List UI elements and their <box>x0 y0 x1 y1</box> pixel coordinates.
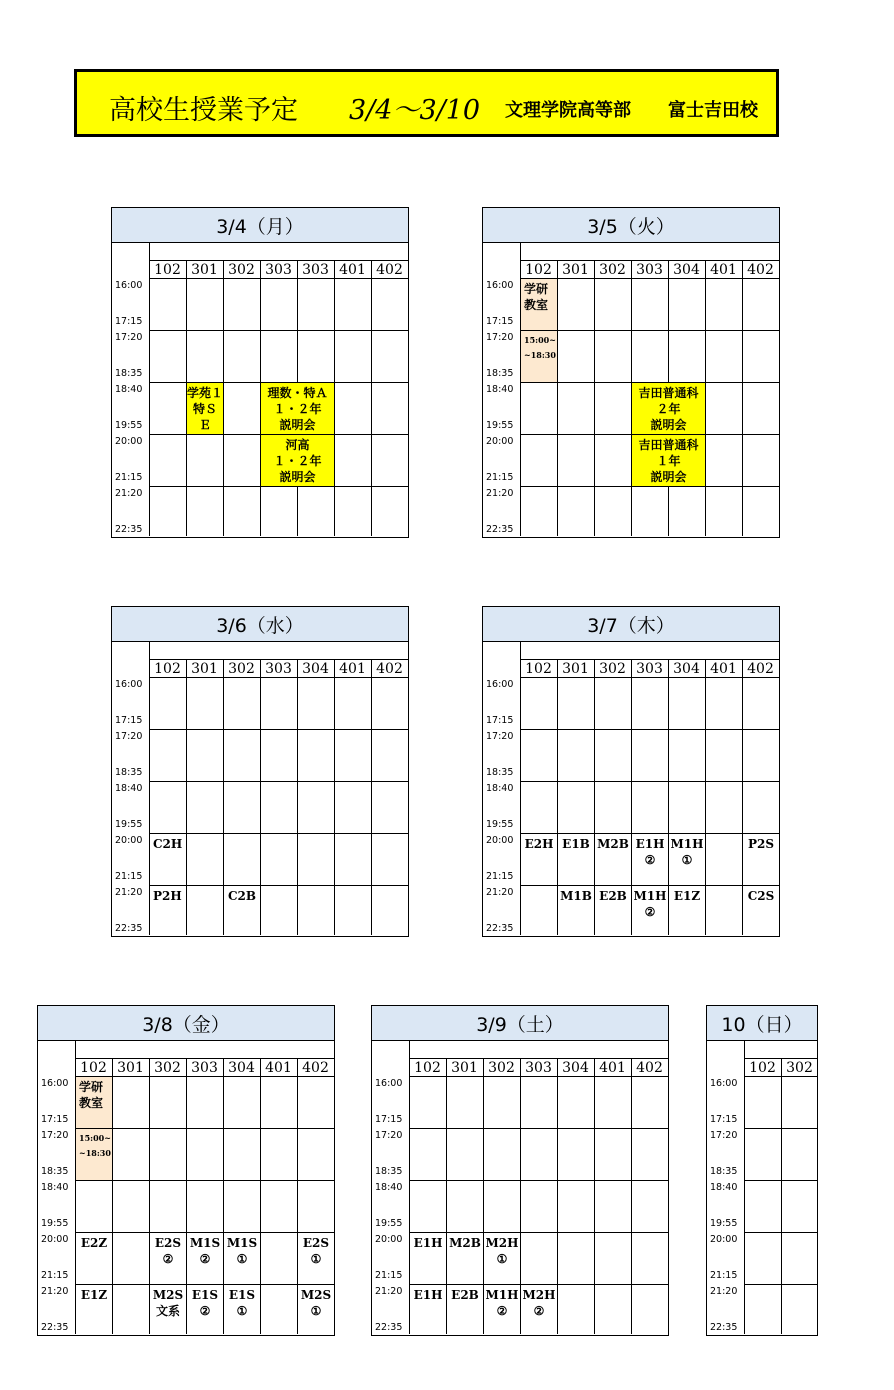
class-entry: M1H ② <box>633 889 667 919</box>
time-label: 20:00 <box>115 436 143 447</box>
column-divider <box>557 260 558 536</box>
time-label: 19:55 <box>41 1218 69 1229</box>
column-divider <box>705 659 706 935</box>
time-label: 21:20 <box>41 1286 69 1297</box>
time-label: 22:35 <box>375 1322 403 1333</box>
time-label: 17:20 <box>486 731 514 742</box>
time-label: 21:15 <box>486 871 514 882</box>
time-label: 18:40 <box>115 384 143 395</box>
room-label: 401 <box>339 262 366 278</box>
room-label: 301 <box>191 262 218 278</box>
room-label: 302 <box>599 661 626 677</box>
row-divider <box>520 486 779 487</box>
time-label: 22:35 <box>41 1322 69 1333</box>
column-divider <box>260 1058 261 1334</box>
class-entry: E2H <box>524 837 554 851</box>
date-range: 3/4〜3/10 <box>349 95 481 126</box>
row-divider <box>149 781 408 782</box>
time-label: 22:35 <box>710 1322 738 1333</box>
time-label: 21:15 <box>486 472 514 483</box>
day-schedule <box>111 207 409 538</box>
room-label: 301 <box>451 1060 478 1076</box>
column-divider <box>781 1058 782 1334</box>
room-label: 301 <box>117 1060 144 1076</box>
time-label: 18:40 <box>41 1182 69 1193</box>
time-label: 18:35 <box>486 767 514 778</box>
row-divider <box>520 729 779 730</box>
class-entry: 学苑１ 特Ｓ Ｅ <box>187 383 223 434</box>
time-label: 18:35 <box>115 368 143 379</box>
column-divider <box>112 1058 113 1334</box>
header-divider <box>520 659 779 660</box>
time-label: 17:20 <box>115 731 143 742</box>
time-label: 20:00 <box>375 1234 403 1245</box>
row-divider <box>409 1076 668 1077</box>
room-label: 302 <box>488 1060 515 1076</box>
room-label: 102 <box>154 661 181 677</box>
day-grid <box>111 642 409 937</box>
row-divider <box>409 1128 668 1129</box>
room-label: 402 <box>636 1060 663 1076</box>
day-grid <box>371 1041 669 1336</box>
time-label: 18:40 <box>486 384 514 395</box>
time-label: 16:00 <box>486 679 514 690</box>
row-divider <box>520 781 779 782</box>
time-label: 18:35 <box>115 767 143 778</box>
time-label: 20:00 <box>41 1234 69 1245</box>
column-divider <box>297 659 298 935</box>
time-label: 18:35 <box>41 1166 69 1177</box>
time-label: 18:40 <box>486 783 514 794</box>
class-entry: E2Z <box>80 1236 108 1250</box>
title-banner <box>74 69 779 137</box>
day-header: 3/8（金） <box>37 1005 335 1041</box>
room-label: 303 <box>191 1060 218 1076</box>
day-schedule <box>371 1005 669 1336</box>
room-label: 102 <box>80 1060 107 1076</box>
time-label: 17:15 <box>375 1114 403 1125</box>
page-title: 高校生授業予定 <box>109 95 298 126</box>
class-entry: E2S ① <box>302 1236 330 1266</box>
class-entry: E1Z <box>673 889 701 903</box>
grid-left-border <box>149 243 150 536</box>
room-label: 102 <box>749 1060 776 1076</box>
row-divider <box>520 330 779 331</box>
class-entry: 15:00~ ~18:30 <box>76 1129 112 1180</box>
row-divider <box>744 1076 817 1077</box>
class-entry: E1S ② <box>191 1288 219 1318</box>
time-label: 17:20 <box>41 1130 69 1141</box>
time-label: 17:20 <box>115 332 143 343</box>
row-divider <box>75 1076 334 1077</box>
row-divider <box>520 278 779 279</box>
time-label: 19:55 <box>486 420 514 431</box>
room-label: 303 <box>265 262 292 278</box>
row-divider <box>744 1180 817 1181</box>
day-schedule <box>37 1005 335 1336</box>
room-label: 302 <box>154 1060 181 1076</box>
room-label: 304 <box>562 1060 589 1076</box>
time-label: 18:35 <box>375 1166 403 1177</box>
room-label: 401 <box>265 1060 292 1076</box>
day-grid <box>37 1041 335 1336</box>
row-divider <box>744 1284 817 1285</box>
class-entry: M2S 文系 <box>152 1288 184 1318</box>
room-label: 303 <box>636 262 663 278</box>
room-label: 304 <box>673 262 700 278</box>
column-divider <box>594 260 595 536</box>
time-label: 16:00 <box>115 679 143 690</box>
time-label: 21:15 <box>710 1270 738 1281</box>
room-label: 303 <box>525 1060 552 1076</box>
branch-name: 富士吉田校 <box>668 100 758 121</box>
class-entry: 学研 教室 <box>521 279 557 330</box>
class-entry: P2H <box>153 889 182 903</box>
class-entry: M1B <box>560 889 592 903</box>
room-label: 102 <box>414 1060 441 1076</box>
row-divider <box>409 1180 668 1181</box>
room-label: 303 <box>265 661 292 677</box>
class-entry: M1S ② <box>189 1236 221 1266</box>
day-header: 3/5（火） <box>482 207 780 243</box>
room-label: 102 <box>154 262 181 278</box>
class-entry: 河高 １・２年 説明会 <box>261 435 334 486</box>
room-label: 302 <box>228 661 255 677</box>
row-divider <box>75 1180 334 1181</box>
time-label: 17:15 <box>115 715 143 726</box>
row-divider <box>149 833 408 834</box>
room-label: 102 <box>525 262 552 278</box>
time-label: 17:20 <box>486 332 514 343</box>
day-schedule <box>482 207 780 538</box>
column-divider <box>705 260 706 536</box>
class-entry: E1H <box>413 1288 443 1302</box>
room-label: 301 <box>562 262 589 278</box>
class-entry: M2H ① <box>485 1236 519 1266</box>
time-label: 16:00 <box>41 1078 69 1089</box>
column-divider <box>186 659 187 935</box>
time-label: 17:15 <box>486 316 514 327</box>
room-label: 301 <box>562 661 589 677</box>
day-header: 10（日） <box>706 1005 818 1041</box>
row-divider <box>149 885 408 886</box>
header-divider <box>149 659 408 660</box>
class-entry: E1H <box>413 1236 443 1250</box>
room-label: 302 <box>228 262 255 278</box>
row-divider <box>149 677 408 678</box>
time-label: 18:35 <box>710 1166 738 1177</box>
time-label: 21:20 <box>115 488 143 499</box>
room-label: 304 <box>302 661 329 677</box>
header-divider <box>409 1058 668 1059</box>
time-label: 21:15 <box>41 1270 69 1281</box>
time-label: 16:00 <box>375 1078 403 1089</box>
time-label: 20:00 <box>486 835 514 846</box>
day-header: 3/9（土） <box>371 1005 669 1041</box>
row-divider <box>75 1128 334 1129</box>
grid-left-border <box>744 1041 745 1334</box>
day-grid <box>482 642 780 937</box>
column-divider <box>557 1058 558 1334</box>
class-entry: 学研 教室 <box>76 1077 112 1128</box>
class-entry: C2H <box>153 837 183 851</box>
class-entry: E2B <box>599 889 627 903</box>
room-label: 401 <box>339 661 366 677</box>
room-label: 402 <box>376 661 403 677</box>
class-entry: M1S ① <box>226 1236 258 1266</box>
class-entry: E1Z <box>80 1288 108 1302</box>
class-entry: C2B <box>227 889 257 903</box>
class-entry: P2S <box>747 837 775 851</box>
class-entry: 理数・特Ａ １・２年 説明会 <box>261 383 334 434</box>
room-label: 402 <box>302 1060 329 1076</box>
day-header: 3/4（月） <box>111 207 409 243</box>
time-label: 17:15 <box>115 316 143 327</box>
row-divider <box>520 677 779 678</box>
time-label: 17:20 <box>375 1130 403 1141</box>
grid-left-border <box>520 642 521 935</box>
column-divider <box>223 260 224 536</box>
room-label: 401 <box>710 661 737 677</box>
time-label: 21:20 <box>486 887 514 898</box>
day-schedule <box>482 606 780 937</box>
time-label: 17:15 <box>41 1114 69 1125</box>
class-entry: E1B <box>562 837 590 851</box>
time-label: 21:15 <box>115 871 143 882</box>
room-label: 102 <box>525 661 552 677</box>
time-label: 17:15 <box>486 715 514 726</box>
class-entry: M1H ① <box>670 837 704 867</box>
day-grid <box>482 243 780 538</box>
room-label: 402 <box>747 661 774 677</box>
time-label: 22:35 <box>115 923 143 934</box>
time-label: 18:40 <box>115 783 143 794</box>
time-label: 16:00 <box>710 1078 738 1089</box>
class-entry: 吉田普通科 １年 説明会 <box>632 435 705 486</box>
column-divider <box>260 659 261 935</box>
room-label: 302 <box>786 1060 813 1076</box>
time-label: 18:40 <box>710 1182 738 1193</box>
time-label: 16:00 <box>115 280 143 291</box>
class-entry: C2S <box>747 889 775 903</box>
time-label: 21:15 <box>115 472 143 483</box>
time-label: 21:20 <box>375 1286 403 1297</box>
room-label: 401 <box>710 262 737 278</box>
day-schedule <box>706 1005 818 1336</box>
header-divider <box>149 260 408 261</box>
time-label: 19:55 <box>710 1218 738 1229</box>
class-entry: M1H ② <box>485 1288 519 1318</box>
row-divider <box>149 330 408 331</box>
time-label: 21:20 <box>486 488 514 499</box>
day-header: 3/6（水） <box>111 606 409 642</box>
column-divider <box>742 260 743 536</box>
time-label: 17:20 <box>710 1130 738 1141</box>
row-divider <box>149 278 408 279</box>
time-label: 20:00 <box>486 436 514 447</box>
time-label: 19:55 <box>375 1218 403 1229</box>
class-entry: E2B <box>451 1288 479 1302</box>
class-entry: E1H ② <box>635 837 665 867</box>
class-entry: E2S ② <box>154 1236 182 1266</box>
time-label: 22:35 <box>115 524 143 535</box>
room-label: 303 <box>302 262 329 278</box>
room-label: 304 <box>673 661 700 677</box>
class-entry: M2B <box>597 837 629 851</box>
time-label: 18:40 <box>375 1182 403 1193</box>
time-label: 19:55 <box>486 819 514 830</box>
row-divider <box>744 1232 817 1233</box>
row-divider <box>149 729 408 730</box>
day-grid <box>111 243 409 538</box>
room-label: 304 <box>228 1060 255 1076</box>
day-schedule <box>111 606 409 937</box>
day-grid <box>706 1041 818 1336</box>
column-divider <box>594 1058 595 1334</box>
time-label: 20:00 <box>710 1234 738 1245</box>
header-divider <box>520 260 779 261</box>
room-label: 302 <box>599 262 626 278</box>
class-entry: M2H ② <box>522 1288 556 1318</box>
day-header: 3/7（木） <box>482 606 780 642</box>
time-label: 21:20 <box>115 887 143 898</box>
row-divider <box>744 1128 817 1129</box>
class-entry: 吉田普通科 ２年 説明会 <box>632 383 705 434</box>
column-divider <box>371 659 372 935</box>
column-divider <box>371 260 372 536</box>
school-name: 文理学院高等部 <box>505 100 631 121</box>
time-label: 20:00 <box>115 835 143 846</box>
room-label: 301 <box>191 661 218 677</box>
class-entry: 15:00~ ~18:30 <box>521 331 557 382</box>
time-label: 16:00 <box>486 280 514 291</box>
class-entry: M2S ① <box>300 1288 332 1318</box>
time-label: 19:55 <box>115 819 143 830</box>
time-label: 22:35 <box>486 524 514 535</box>
room-label: 303 <box>636 661 663 677</box>
time-label: 18:35 <box>486 368 514 379</box>
class-entry: M2B <box>449 1236 481 1250</box>
header-divider <box>75 1058 334 1059</box>
row-divider <box>149 486 408 487</box>
column-divider <box>631 1058 632 1334</box>
column-divider <box>334 659 335 935</box>
room-label: 401 <box>599 1060 626 1076</box>
time-label: 22:35 <box>486 923 514 934</box>
room-label: 402 <box>376 262 403 278</box>
class-entry: E1S ① <box>228 1288 256 1318</box>
time-label: 17:15 <box>710 1114 738 1125</box>
time-label: 19:55 <box>115 420 143 431</box>
room-label: 402 <box>747 262 774 278</box>
time-label: 21:15 <box>375 1270 403 1281</box>
time-label: 21:20 <box>710 1286 738 1297</box>
column-divider <box>334 260 335 536</box>
